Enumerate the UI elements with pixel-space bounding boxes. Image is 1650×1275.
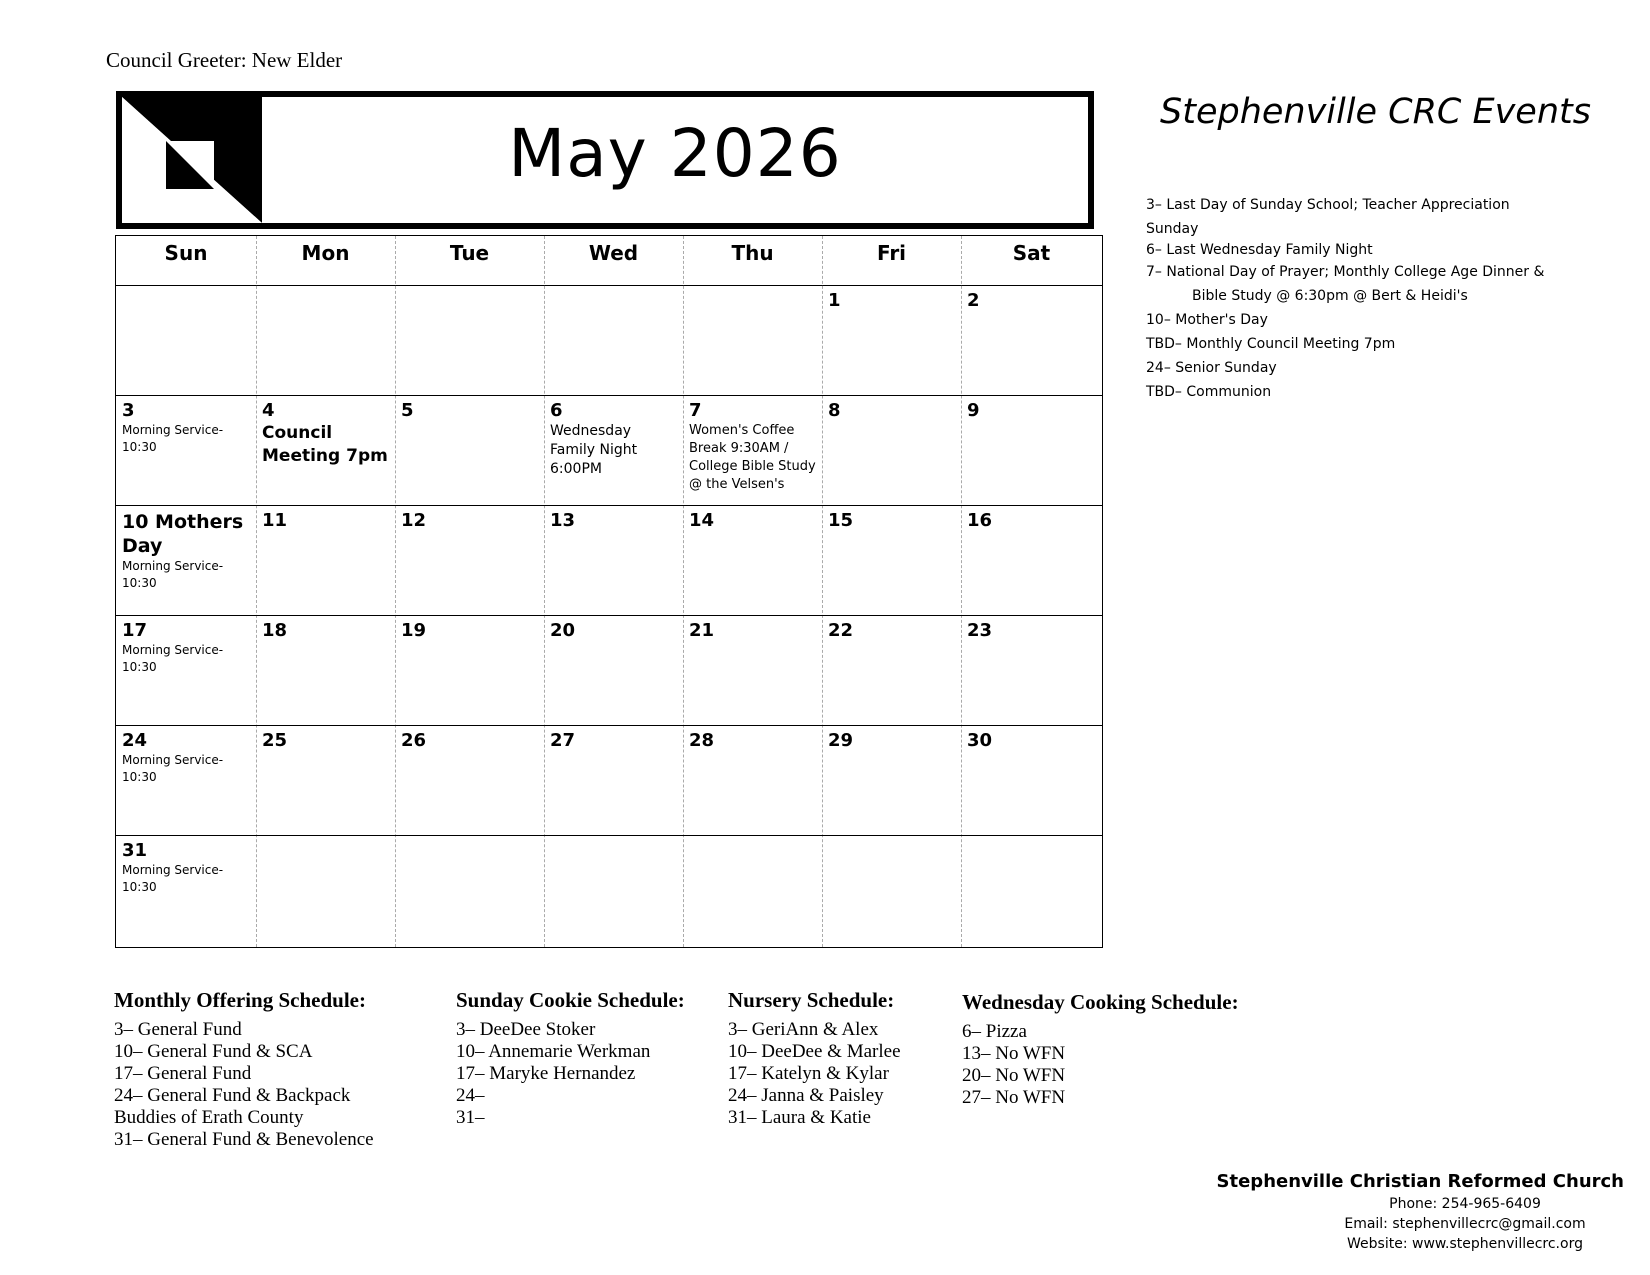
day-cell-15[interactable] <box>822 506 961 615</box>
day-number: 2 <box>967 290 980 311</box>
day-number: 25 <box>262 730 288 751</box>
day-number: 29 <box>828 730 854 751</box>
schedule-item: 17– Katelyn & Kylar <box>728 1063 889 1084</box>
council-greeter: Council Greeter: New Elder <box>106 48 343 72</box>
dow-sun: Sun <box>164 241 208 265</box>
schedule-item: 13– No WFN <box>962 1043 1066 1064</box>
event-item: 6– Last Wednesday Family Night <box>1146 242 1373 258</box>
event-item: Sunday <box>1146 221 1199 237</box>
church-contact <box>1130 1170 1630 1254</box>
day-number: 6 <box>550 400 563 421</box>
day-number: 23 <box>967 620 993 641</box>
cooking-schedule <box>962 990 1302 1109</box>
service-time: 10:30 <box>122 770 157 784</box>
dow-wed: Wed <box>588 241 639 265</box>
offering-schedule <box>114 988 444 1151</box>
event-item: 7– National Day of Prayer; Monthly College Age Dinner & <box>1146 264 1545 280</box>
day-number: 24 <box>122 730 148 751</box>
dow-fri: Fri <box>876 241 907 265</box>
event-item: Bible Study @ 6:30pm @ Bert & Heidi's <box>1192 288 1468 304</box>
day-number: 21 <box>689 620 715 641</box>
day-cell-22[interactable] <box>822 616 961 725</box>
cookie-schedule <box>456 988 726 1129</box>
day-number: 27 <box>550 730 576 751</box>
day-cell-17[interactable] <box>116 616 256 725</box>
event-item: 24– Senior Sunday <box>1146 360 1277 376</box>
day-number: 8 <box>828 400 841 421</box>
day-cell-14[interactable] <box>683 506 822 615</box>
week-row-3 <box>116 506 1102 616</box>
day-cell-31[interactable] <box>116 836 256 946</box>
day-cell-3[interactable] <box>116 396 256 505</box>
day-cell-20[interactable] <box>544 616 683 725</box>
day-number: 18 <box>262 620 288 641</box>
day-cell-10[interactable] <box>116 506 256 615</box>
schedule-item: 20– No WFN <box>962 1065 1066 1086</box>
service-time: 10:30 <box>122 576 157 590</box>
church-phone: Phone: 254-965-6409 <box>1389 1196 1541 1212</box>
schedule-item: 10– Annemarie Werkman <box>456 1041 651 1062</box>
day-cell-4[interactable] <box>256 396 395 505</box>
day-cell-18[interactable] <box>256 616 395 725</box>
schedule-title: Sunday Cookie Schedule: <box>456 988 685 1012</box>
day-cell-19[interactable] <box>395 616 544 725</box>
schedule-title: Wednesday Cooking Schedule: <box>962 990 1239 1014</box>
service-time: 10:30 <box>122 660 157 674</box>
schedule-item: 31– <box>456 1107 485 1128</box>
service-time: 10:30 <box>122 880 157 894</box>
day-cell-24[interactable] <box>116 726 256 835</box>
diamond-logo-icon <box>122 97 262 223</box>
day-cell-6[interactable] <box>544 396 683 505</box>
event-item: TBD– Monthly Council Meeting 7pm <box>1146 336 1396 352</box>
schedule-item: 27– No WFN <box>962 1087 1066 1108</box>
family-night-note: Wednesday Family Night 6:00PM <box>550 423 638 477</box>
day-cell-25[interactable] <box>256 726 395 835</box>
day-cell-2[interactable] <box>961 286 1102 395</box>
day-cell-12[interactable] <box>395 506 544 615</box>
day-number: 17 <box>122 620 148 641</box>
council-meeting-note: Council Meeting 7pm <box>262 423 388 466</box>
service-note: Morning Service- <box>122 863 224 877</box>
service-note: Morning Service- <box>122 753 224 767</box>
day-cell-23[interactable] <box>961 616 1102 725</box>
day-cell-28[interactable] <box>683 726 822 835</box>
day-number: 26 <box>401 730 427 751</box>
schedule-item: 24– <box>456 1085 485 1106</box>
schedule-item: 17– General Fund <box>114 1063 252 1084</box>
day-cell-26[interactable] <box>395 726 544 835</box>
week-row-1 <box>116 286 1102 396</box>
day-number: 5 <box>401 400 414 421</box>
week-row-2 <box>116 396 1102 506</box>
schedule-item: 10– General Fund & SCA <box>114 1041 313 1062</box>
dow-tue: Tue <box>449 241 490 265</box>
service-note: Morning Service- <box>122 643 224 657</box>
day-cell-13[interactable] <box>544 506 683 615</box>
schedule-item: Buddies of Erath County <box>114 1107 304 1128</box>
day-cell-8[interactable] <box>822 396 961 505</box>
day-number: 31 <box>122 840 148 861</box>
day-number: 16 <box>967 510 993 531</box>
schedule-title: Nursery Schedule: <box>728 988 895 1012</box>
events-title: Stephenville CRC Events <box>1160 92 1591 132</box>
day-number: 13 <box>550 510 576 531</box>
service-time: 10:30 <box>122 440 157 454</box>
day-number: 12 <box>401 510 427 531</box>
service-note: Morning Service- <box>122 423 224 437</box>
day-cell-16[interactable] <box>961 506 1102 615</box>
schedule-item: 3– DeeDee Stoker <box>456 1019 596 1040</box>
calendar-grid <box>115 235 1103 948</box>
day-cell-29[interactable] <box>822 726 961 835</box>
schedule-item: 6– Pizza <box>962 1021 1027 1042</box>
church-website[interactable]: Website: www.stephenvillecrc.org <box>1347 1236 1583 1252</box>
day-cell-9[interactable] <box>961 396 1102 505</box>
day-cell-1[interactable] <box>822 286 961 395</box>
schedule-item: 17– Maryke Hernandez <box>456 1063 636 1084</box>
schedule-item: 31– General Fund & Benevolence <box>114 1129 374 1150</box>
church-email[interactable]: Email: stephenvillecrc@gmail.com <box>1344 1216 1586 1232</box>
day-number: 1 <box>828 290 841 311</box>
day-number: 11 <box>262 510 288 531</box>
events-list <box>1146 193 1596 404</box>
day-number: 14 <box>689 510 715 531</box>
schedule-item: 10– DeeDee & Marlee <box>728 1041 901 1062</box>
calendar-header <box>116 91 1094 229</box>
schedule-item: 3– General Fund <box>114 1019 242 1040</box>
schedule-item: 31– Laura & Katie <box>728 1107 871 1128</box>
schedule-item: 24– Janna & Paisley <box>728 1085 884 1106</box>
dow-sat: Sat <box>1012 241 1051 265</box>
day-cell-30[interactable] <box>961 726 1102 835</box>
day-number: 7 <box>689 400 702 421</box>
day-cell-27[interactable] <box>544 726 683 835</box>
day-of-week-header <box>116 236 1102 286</box>
day-number: 9 <box>967 400 980 421</box>
day-number: 30 <box>967 730 993 751</box>
day-cell-7[interactable] <box>683 396 822 505</box>
day-number: 28 <box>689 730 715 751</box>
day-cell-21[interactable] <box>683 616 822 725</box>
schedule-item: 24– General Fund & Backpack <box>114 1085 351 1106</box>
event-item: TBD– Communion <box>1146 384 1272 400</box>
day-number: 19 <box>401 620 427 641</box>
day-number: 3 <box>122 400 135 421</box>
schedule-item: 3– GeriAnn & Alex <box>728 1019 879 1040</box>
day-number: 22 <box>828 620 854 641</box>
week-row-5 <box>116 726 1102 836</box>
week-row-6 <box>116 836 1102 946</box>
day-number: 15 <box>828 510 854 531</box>
day-cell-5[interactable] <box>395 396 544 505</box>
schedule-title: Monthly Offering Schedule: <box>114 988 366 1012</box>
day-number: 4 <box>262 400 275 421</box>
coffee-break-note: Women's Coffee Break 9:30AM / College Bible Study @ the Velsen's <box>689 423 816 492</box>
week-row-4 <box>116 616 1102 726</box>
event-item: 3– Last Day of Sunday School; Teacher Appreciation <box>1146 197 1510 213</box>
day-cell-11[interactable] <box>256 506 395 615</box>
church-name: Stephenville Christian Reformed Church <box>1216 1171 1624 1192</box>
event-item: 10– Mother's Day <box>1146 312 1268 328</box>
dow-mon: Mon <box>301 241 350 265</box>
service-note: Morning Service- <box>122 559 224 573</box>
day-number: 20 <box>550 620 576 641</box>
nursery-schedule <box>728 988 958 1129</box>
month-title: May 2026 <box>508 115 842 192</box>
day-number: 10 Mothers Day <box>122 511 244 557</box>
dow-thu: Thu <box>731 241 774 265</box>
